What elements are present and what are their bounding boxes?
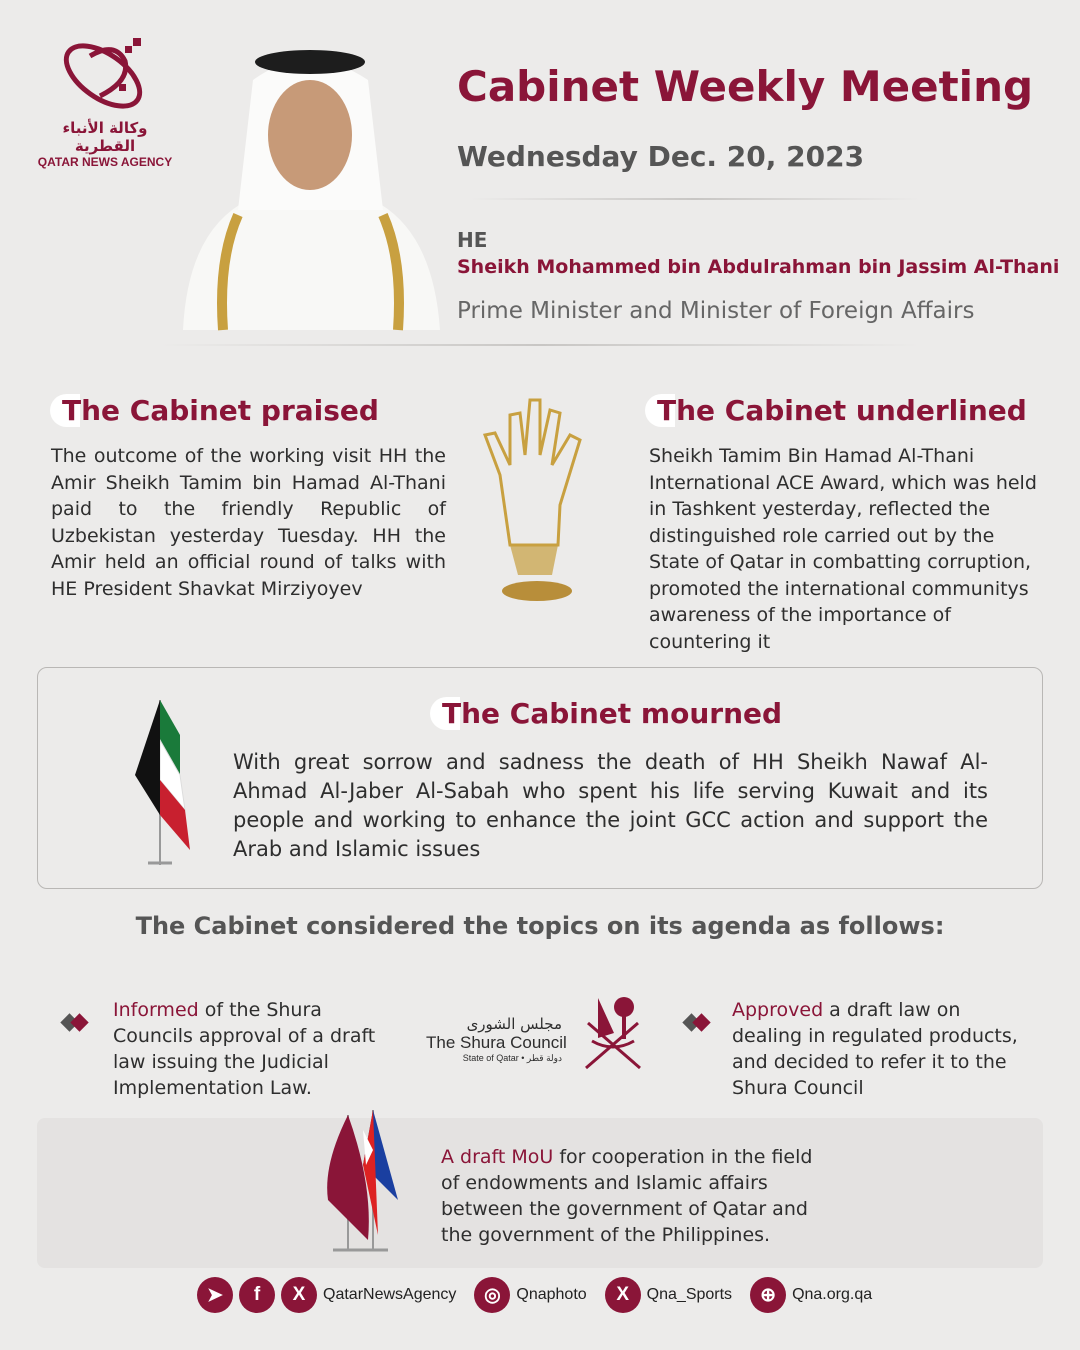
minister-name: Sheikh Mohammed bin Abdulrahman bin Jassim Al-Thani [457,256,1060,278]
agenda-item-approved [732,997,1027,1101]
bullet-diamond-icon [60,1013,90,1033]
item-lead: Approved [732,999,824,1021]
kuwait-flag-icon [130,695,195,874]
qatar-philippines-flags-icon [318,1105,408,1255]
handle-qna-sports[interactable]: Qna_Sports [646,1286,733,1303]
shura-council-logo [426,1015,567,1064]
mourned-text: With great sorrow and sadness the death of HH Sheikh Nawaf Al-Ahmad Al-Jaber Al-Sabah who spent his life serving Kuwait and its people and working to enhance the joint GCC action and support the Arab and Islamic issues [233,750,988,861]
divider [160,344,920,346]
honorific: HE [457,228,488,252]
handle-qatarnewsagency[interactable]: QatarNewsAgency [323,1286,457,1303]
footer-social [197,1277,872,1313]
item-lead: A draft MoU [441,1146,554,1168]
facebook-icon[interactable]: f [239,1277,275,1313]
agenda-item-mou [441,1144,821,1248]
globe-icon[interactable]: ⊕ [750,1277,786,1313]
agenda-heading: The Cabinet considered the topics on its agenda as follows: [135,912,945,940]
agenda-item-informed [113,997,398,1101]
underlined-heading: The Cabinet underlined [645,394,1027,427]
praised-heading: The Cabinet praised [50,394,379,427]
x-icon[interactable]: X [605,1277,641,1313]
website-link[interactable]: Qna.org.qa [792,1286,873,1303]
bullet-diamond-icon [682,1013,712,1033]
meeting-date: Wednesday Dec. 20, 2023 [457,140,865,173]
underlined-text: Sheikh Tamim Bin Hamad Al-Thani International ACE Award, which was held in Tashkent yesterday, reflected the distinguished role carried out by the State of Qatar in combatting corruption, promoted the international communitys awareness of the importance of countering it [649,445,1037,653]
award-hand-icon [480,395,595,609]
item-text: of the Shura Councils approval of a draft law issuing the Judicial Implementation Law. [113,999,376,1099]
qatar-emblem-icon [580,993,646,1071]
instagram-icon[interactable]: ◎ [474,1277,510,1313]
x-icon[interactable]: X [281,1277,317,1313]
logo-arabic: وكالة الأنباء القطرية [62,119,148,155]
item-text: for cooperation in the field of endowments and Islamic affairs between the government of Qatar and the government of the Philippines. [441,1146,813,1246]
qna-logo [30,36,180,169]
shura-arabic: مجلس الشورى [466,1015,562,1033]
item-text: a draft law on dealing in regulated products, and decided to refer it to the Shura Council [732,999,1018,1099]
logo-english: QATAR NEWS AGENCY [37,155,173,169]
prime-minister-portrait [178,40,443,335]
item-lead: Informed [113,999,199,1021]
mourned-heading: The Cabinet mourned [430,697,782,730]
qna-emblem-icon [55,36,155,111]
minister-role: Prime Minister and Minister of Foreign Affairs [457,298,975,324]
praised-text: The outcome of the working visit HH the Amir Sheikh Tamim bin Hamad Al-Thani paid to the friendly Republic of Uzbekistan yesterday Tuesday. HH the Amir held an official round of talks with HE President Shavkat Mirziyoyev [51,445,446,600]
telegram-icon[interactable]: ➤ [197,1277,233,1313]
page-title: Cabinet Weekly Meeting [457,62,1034,111]
handle-qnaphoto[interactable]: Qnaphoto [516,1286,587,1303]
shura-english: The Shura Council [426,1033,567,1052]
shura-sub: State of Qatar • دولة قطر [462,1053,562,1063]
